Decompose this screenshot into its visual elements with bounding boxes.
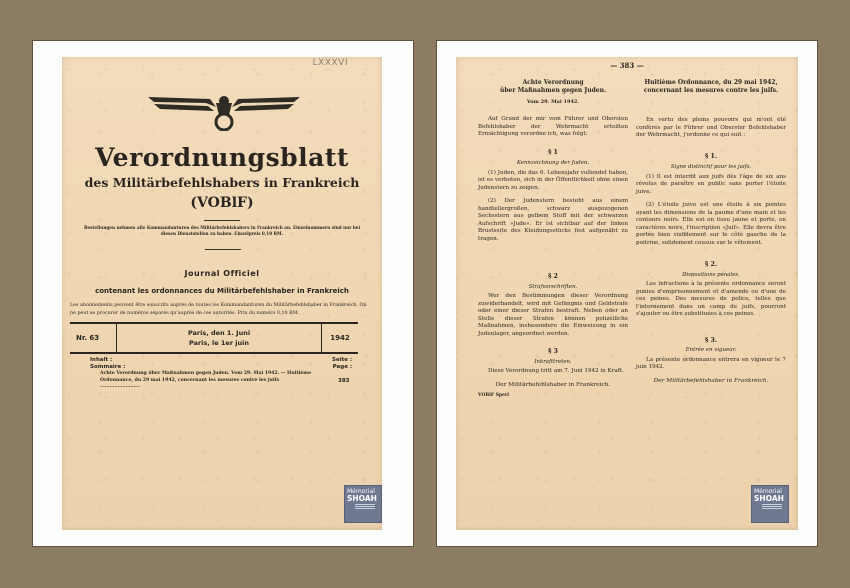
- toc-label-fr: Sommaire :: [90, 364, 126, 370]
- issue-date-de: Paris, den 1. Juni: [187, 329, 251, 337]
- de-section-3-title: Inkrafttreten.: [534, 358, 572, 365]
- journal-subtitle: contenant les ordonnances du Militärbefehlshaber in Frankreich: [95, 287, 349, 295]
- fr-section-2-title: Dispositions pénales.: [682, 271, 740, 278]
- toc-page-label-fr: Page :: [332, 364, 353, 370]
- toc-page-labels: [332, 357, 352, 371]
- fr-section-1: § 1.: [704, 152, 718, 160]
- issue-number: Nr. 63: [70, 324, 117, 352]
- de-section-1-para1: (1) Juden, die das 6. Lebensjahr vollendet haben, ist es verboten, sich in der Öffentlichkeit ohne einen Judenstern zu zeigen.: [478, 169, 628, 191]
- de-signature: Der Militärbefehlshaber in Frankreich.: [495, 381, 611, 388]
- de-section-3-para1: Diese Verordnung tritt am 7. Juni 1942 in Kraft.: [488, 368, 624, 374]
- fr-section-1-para1: (1) Il est interdit aux juifs dès l'âge de six ans révolus de paraître en public sans porter l'étoile juive.: [636, 173, 786, 195]
- left-document-page: [62, 57, 382, 530]
- de-section-2-para1: Wer den Bestimmungen dieser Verordnung zuwiderhandelt, wird mit Gefängnis und Geldstrafe oder einer dieser Strafen bestraft. Neben oder an Stelle dieser Strafen können polizeiliche Maßnahmen, insbesondere die Einweisung in ein Judenlager, angeordnet werden.: [478, 293, 628, 337]
- de-footnote: VOBlF Sperl: [478, 393, 509, 398]
- issue-info-box: [70, 322, 358, 354]
- fr-preamble: En vertu des pleins pouvoirs qui m'ont été conférés par le Führer und Oberster Befehlshaber der Wehrmacht, j'ordonne ce qui suit :: [636, 117, 786, 138]
- toc-label-de: Inhalt :: [90, 357, 113, 363]
- fr-section-1-title: Signe distinctif pour les juifs.: [670, 164, 752, 170]
- memorial-shoah-stamp: [751, 485, 789, 523]
- fr-heading2: concernant les mesures contre les juifs.: [643, 87, 779, 94]
- toc-entry: Achte Verordnung über Maßnahmen gegen Juden. Vom 29. Mai 1942. — Huitième Ordonnance, du 29 mai 1942, concernant les mesures contre les juifs .........................: [100, 371, 312, 389]
- toc-entry-page: 383: [338, 378, 350, 384]
- fr-signature: Der Militärbefehlshaber in Frankreich.: [653, 377, 769, 384]
- document-abbreviation: (VOBlF): [190, 195, 254, 211]
- handwritten-note: LXXXVI: [312, 58, 348, 68]
- fr-heading1: Huitième Ordonnance, du 29 mai 1942,: [644, 79, 778, 86]
- stamp-line1: Mémorial: [347, 488, 375, 495]
- document-title: Verordnungsblatt: [95, 143, 349, 172]
- de-section-2: § 2: [548, 273, 558, 280]
- toc-page-label-de: Seite :: [332, 357, 353, 363]
- memorial-shoah-stamp: [344, 485, 382, 523]
- document-subtitle: des Militärbefehlshabers in Frankreich: [84, 175, 360, 190]
- eagle-emblem-icon: [144, 89, 304, 131]
- issue-year: 1942: [321, 324, 358, 352]
- journal-title: Journal Officiel: [184, 269, 260, 278]
- fr-section-3: § 3.: [704, 336, 718, 344]
- de-heading2: über Maßnahmen gegen Juden.: [499, 87, 607, 94]
- de-heading1: Achte Verordnung: [522, 79, 584, 86]
- german-column: [478, 79, 628, 400]
- fr-section-3-para1: La présente ordonnance entrera en vigueur le 7 juin 1942.: [636, 356, 786, 370]
- ordering-small-print: Bestellungen nehmen alle Kommandanturen des Militärbefehlshabers in Frankreich an. Einzelnummern sind nur bei diesen Dienststellen zu haben. Einzelpreis 0,10 RM.: [83, 225, 361, 236]
- fr-section-2: § 2.: [704, 261, 718, 268]
- issue-date-fr: Paris, le 1er juin: [188, 339, 250, 347]
- fr-section-1-para2: (2) L'étoile juive est une étoile à six pointes ayant les dimensions de la paume d'une main et les contours noirs. Elle est en tissu jaune et porte, en caractères noirs, l'inscription «Juif». Elle devra être portée bien visiblement sur le côté gauche de la poitrine, solidement cousue sur le vêtement.: [636, 202, 786, 246]
- divider: [205, 249, 241, 250]
- fr-section-2-para1: Les infractions à la présente ordonnance seront punies d'emprisonnement et d'amende ou d'une de ces peines. Des mesures de police, telles que l'internement dans un camp de juifs, pourront s'ajouter ou être substituées à ces peines.: [636, 281, 786, 317]
- fr-section-3-title: Entrée en vigueur.: [685, 347, 737, 353]
- de-preamble: Auf Grund der mir vom Führer und Obersten Befehlshaber der Wehrmacht erteilten Ermächtigung verordne ich, was folgt:: [478, 116, 628, 137]
- de-section-1-para2: (2) Der Judenstern besteht aus einem handtellergroßen, schwarz ausgezogenen Sechsstern aus gelbem Stoff mit der schwarzen Aufschrift »Jude«. Er ist sichtbar auf der linken Brustseite des Kleidungsstücks fest aufgenäht zu tragen.: [478, 198, 628, 242]
- de-section-3: § 3: [548, 348, 558, 355]
- subscription-note: Les abonnements peuvent être souscrits auprès de toutes les Kommandanturen du Militärbefehlshaber in Frankreich. On ne peut se procurer de numéros séparés qu'auprès de ces autorités. Prix du numéro 0,10 RM.: [70, 303, 367, 316]
- de-section-1-title: Kennzeichnung der Juden.: [516, 160, 590, 166]
- de-date: Vom 29. Mai 1942.: [526, 99, 580, 105]
- stamp-line2: SHOAH: [754, 494, 784, 503]
- divider: [204, 220, 240, 221]
- de-section-2-title: Strafvorschriften.: [528, 283, 578, 290]
- de-section-1: § 1: [548, 148, 558, 156]
- right-document-page: [456, 57, 798, 530]
- issue-date: [117, 328, 321, 348]
- stamp-line2: SHOAH: [347, 494, 377, 503]
- toc-labels: [90, 357, 125, 371]
- french-column: [636, 79, 786, 385]
- stamp-line1: Mémorial: [754, 488, 782, 495]
- page-number: — 383 —: [610, 61, 644, 70]
